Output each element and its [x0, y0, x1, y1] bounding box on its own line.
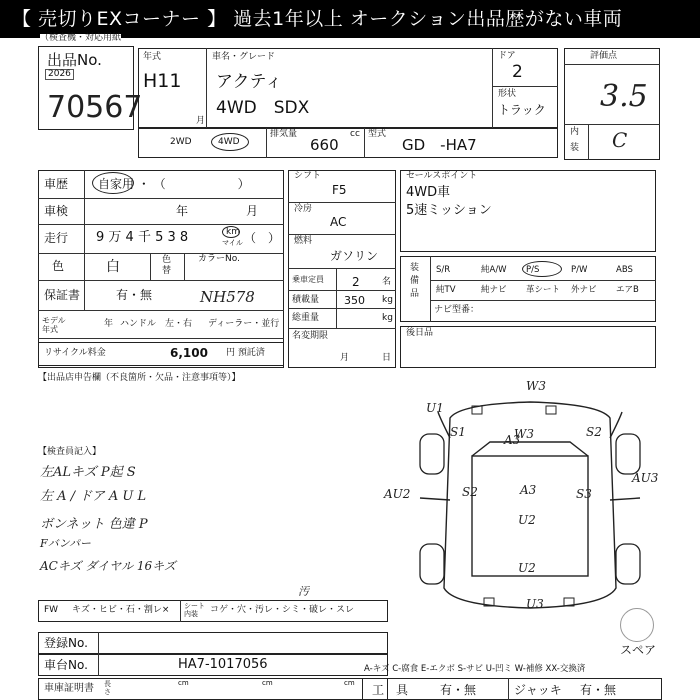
- model-year-unit: 年: [104, 319, 114, 329]
- cert-cm-2: cm: [262, 679, 273, 687]
- ac-label: 冷房: [294, 204, 313, 214]
- equipment-item: 純A/W: [481, 265, 507, 275]
- ps-circle: [522, 261, 562, 277]
- shape-value: トラック: [498, 103, 546, 117]
- chassis-label: 車台No.: [44, 658, 88, 672]
- cert-cm-3: cm: [344, 679, 355, 687]
- inspector-label: 【検査員記入】: [38, 447, 102, 457]
- load-unit: kg: [382, 295, 393, 305]
- equipment-item: P/S: [526, 265, 540, 275]
- shape-label: 形状: [498, 89, 517, 99]
- after-day-label: 後日品: [406, 328, 434, 338]
- damage-mark: U2: [518, 561, 536, 575]
- inspector-note-3: ボンネット 色違 P: [40, 517, 148, 532]
- recycle-unit: 円 預託済: [226, 348, 265, 358]
- mileage-paren: （ ）: [244, 231, 281, 245]
- sales-point-label: セールスポイント: [406, 171, 478, 181]
- car-damage-diagram: [380, 378, 670, 628]
- seat-handwrite: 汚: [298, 585, 309, 598]
- navi-model: ナビ型番：: [434, 305, 480, 315]
- doors-value: 2: [512, 62, 523, 82]
- auction-banner: 【 売切りEXコーナー 】 過去1年以上 オークション出品歴がない車両: [0, 0, 700, 38]
- warranty-label: 保証書: [44, 288, 81, 302]
- inspection-year-unit: 年: [176, 204, 189, 218]
- damage-mark: W3: [526, 379, 546, 393]
- damage-mark: S2: [586, 425, 602, 439]
- declaration-label: 【出品店申告欄（不良箇所・欠品・注意事項等）】: [38, 373, 241, 383]
- damage-legend: A-キズ C-腐食 E-エクボ S-サビ U-凹ミ W-補修 XX-交換済: [364, 664, 586, 674]
- year-value: H11: [143, 70, 182, 92]
- history-value: 自家用 ・ （ ）: [98, 177, 250, 191]
- warranty-value: 有・無: [116, 288, 153, 302]
- damage-mark: U1: [426, 401, 444, 415]
- color-value: 白: [106, 259, 120, 275]
- weight-label: 総重量: [292, 313, 320, 323]
- displacement-unit: cc: [350, 129, 360, 139]
- jack-value: 有・無: [580, 683, 617, 697]
- chassis-value: HA7-1017056: [178, 657, 268, 672]
- fuel-value: ガソリン: [330, 249, 379, 263]
- top-note: （検査機・対応用紙: [40, 33, 122, 43]
- equipment-item: S/R: [436, 265, 451, 275]
- equipment-item: 純ナビ: [481, 285, 507, 295]
- inspection-label: 車検: [44, 204, 69, 218]
- name-change-label: 名変期限: [292, 331, 329, 341]
- mileage-unit-km: km: [226, 227, 240, 237]
- weight-unit: kg: [382, 313, 393, 323]
- interior-label-1: 内: [570, 127, 580, 137]
- equipment-item: P/W: [571, 265, 588, 275]
- drive-4wd: 4WD: [218, 137, 240, 147]
- sales-point-line1: 4WD車: [406, 185, 451, 200]
- inspection-month-unit: 月: [246, 204, 259, 218]
- damage-mark: U2: [518, 513, 536, 527]
- cert-length-label: 長さ: [104, 680, 111, 696]
- load-value: 350: [344, 294, 365, 307]
- jack-label: ジャッキ: [514, 683, 562, 697]
- damage-mark: S1: [450, 425, 466, 439]
- damage-mark: S3: [576, 487, 592, 501]
- capacity-unit: 名: [382, 277, 392, 287]
- tools-value: 有・無: [440, 683, 477, 697]
- capacity-label: 乗車定員: [292, 275, 324, 284]
- damage-mark: AU3: [632, 471, 659, 485]
- damage-mark: S2: [462, 485, 478, 499]
- register-row: [38, 632, 388, 654]
- fw-items: キズ・ヒビ・石・割レ×: [72, 605, 170, 615]
- model-year-label: モデル年式: [42, 316, 66, 334]
- model-grade: 4WD SDX: [216, 98, 310, 118]
- displacement-label: 排気量: [270, 129, 298, 139]
- history-label: 車歴: [44, 177, 69, 191]
- spare-label: スペア: [620, 643, 657, 657]
- year-month-unit: 月: [196, 116, 206, 126]
- seat-label: シート内装: [184, 602, 205, 618]
- damage-mark: A3: [504, 433, 521, 447]
- shift-label: シフト: [294, 171, 322, 181]
- equipment-item: 革シート: [526, 285, 561, 295]
- tools-label: 工 具: [372, 683, 409, 697]
- drive-circle: [211, 133, 249, 151]
- equipment-item: ABS: [616, 265, 633, 275]
- lot-number: 70567: [47, 90, 143, 125]
- shift-value: F5: [332, 183, 347, 197]
- fuel-label: 燃料: [294, 236, 313, 246]
- color-change-label: 色替: [162, 255, 172, 276]
- color-no-value: NH578: [200, 288, 255, 306]
- inspector-note-5: ACキズ ダイヤル 16キズ: [40, 559, 176, 573]
- lot-box: [38, 46, 143, 130]
- model-name: アクティ: [216, 72, 283, 92]
- mileage-value: 9 万 4 千 5 3 8: [96, 230, 189, 245]
- model-label: 車名・グレード: [212, 52, 276, 62]
- interior-value: C: [612, 128, 628, 152]
- ac-value: AC: [330, 215, 347, 229]
- damage-mark: A3: [520, 483, 537, 497]
- seat-items: コゲ・穴・汚レ・シミ・破レ・スレ: [210, 605, 355, 615]
- equipment-item: 純TV: [436, 285, 456, 295]
- sales-point-line2: 5速ミッション: [406, 203, 492, 218]
- inspector-note-2: 左 A / ドア A U L: [40, 489, 147, 504]
- score-value: 3.5: [600, 79, 648, 114]
- recycle-label: リサイクル料金: [44, 348, 106, 358]
- dealer: ディーラー・並行: [208, 319, 280, 329]
- mileage-km-circle: [222, 226, 240, 238]
- damage-mark: AU2: [384, 487, 411, 501]
- year-label: 年式: [143, 52, 162, 62]
- doors-label: ドア: [498, 51, 516, 61]
- type-label: 型式: [368, 129, 387, 139]
- lot-code: 2026: [45, 69, 74, 80]
- name-change-day: 日: [382, 353, 392, 363]
- mileage-label: 走行: [44, 231, 69, 245]
- interior-label-2: 装: [570, 143, 580, 153]
- color-label: 色: [52, 259, 65, 273]
- mileage-unit-mile: マイル: [222, 239, 243, 247]
- lot-label: 出品No.: [47, 51, 102, 69]
- load-label: 積載量: [292, 295, 320, 305]
- after-day-box: [400, 326, 656, 368]
- damage-mark: U3: [526, 597, 544, 611]
- type-value: GD -HA7: [402, 136, 477, 154]
- inspector-note-1: 左ALキズ P起 S: [40, 465, 136, 480]
- drive-2wd: 2WD: [170, 137, 192, 147]
- fw-label: FW: [44, 605, 59, 615]
- register-label: 登録No.: [44, 636, 88, 650]
- inspector-note-4: Fバンパー: [40, 537, 91, 550]
- equipment-label: 装備品: [410, 263, 420, 299]
- spec-row: [138, 128, 558, 158]
- score-label: 評価点: [590, 51, 618, 61]
- cert-label: 車庫証明書: [44, 683, 94, 694]
- cert-cm-1: cm: [178, 679, 189, 687]
- handle: ハンドル 左・右: [120, 319, 193, 329]
- name-change-month: 月: [340, 353, 350, 363]
- capacity-value: 2: [352, 275, 360, 289]
- displacement-value: 660: [310, 136, 339, 154]
- damage-mark: W3: [514, 427, 534, 441]
- color-no-label: カラーNo.: [198, 254, 240, 264]
- equipment-item: エアB: [616, 285, 639, 295]
- history-circle: [92, 172, 134, 194]
- equipment-item: 外ナビ: [571, 285, 597, 295]
- recycle-value: 6,100: [170, 346, 208, 360]
- spare-tire-icon: [620, 608, 654, 642]
